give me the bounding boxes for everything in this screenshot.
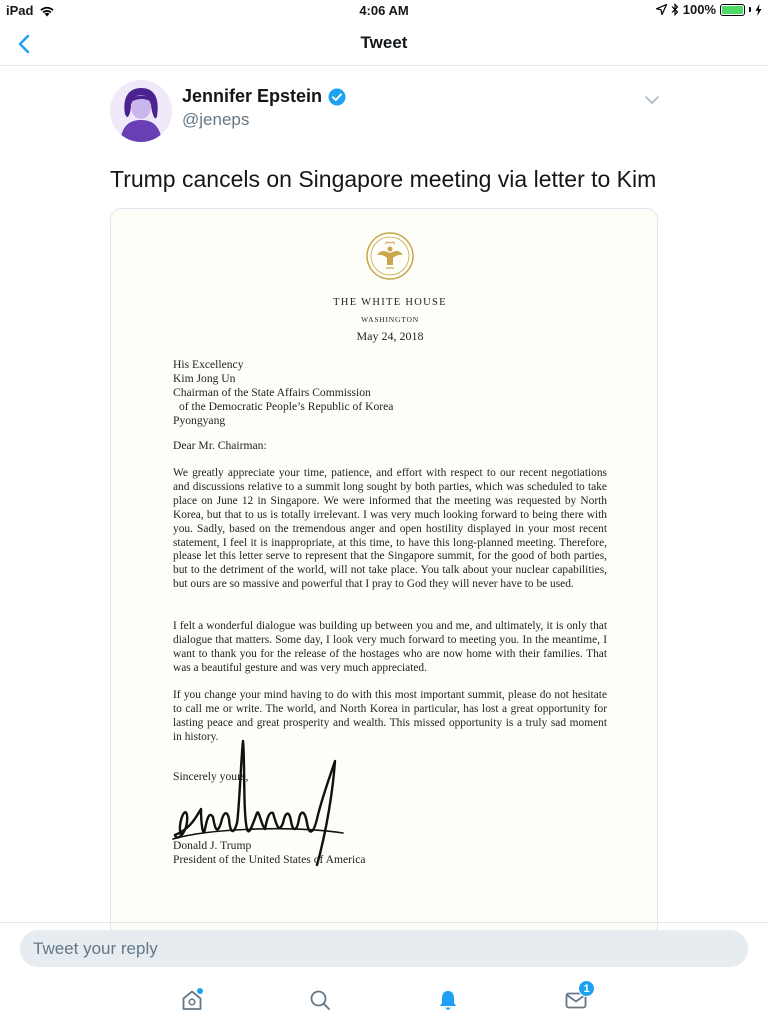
address-line: His Excellency (173, 358, 244, 371)
tab-messages[interactable] (561, 982, 591, 1015)
avatar[interactable] (110, 80, 172, 142)
letter-salutation: Dear Mr. Chairman: (173, 439, 267, 452)
author-name[interactable] (182, 86, 346, 107)
location-arrow-icon (656, 4, 667, 15)
address-line: Pyongyang (173, 414, 226, 427)
status-right (656, 2, 762, 17)
tab-notifications[interactable] (433, 985, 463, 1015)
letter-paragraph: I felt a wonderful dialogue was building up between you and me, and ultimately, it is only that dialogue that matters. Some day, I look very much forward to meeting you. In the meantime, I want to thank you for the release of the hostages who are now home with their families. That was a beautiful gesture and was very much appreciated. (173, 620, 607, 674)
chevron-down-icon (642, 90, 662, 110)
verified-badge-icon (328, 88, 346, 106)
letterhead-title: THE WHITE HOUSE (333, 297, 447, 308)
address-line: of the Democratic People’s Republic of Korea (179, 400, 394, 413)
signer-title: President of the United States of America (173, 853, 366, 866)
tweet-options-button[interactable] (642, 90, 662, 110)
letter-date: May 24, 2018 (356, 329, 424, 343)
navigation-bar (0, 22, 768, 66)
letter-paragraph: We greatly appreciate your time, patience, and effort with respect to our recent negotiations and discussions relative to a summit long sought by both parties, which was scheduled to take place on June 12 in Singapore. We were informed that the meeting was requested by North Korea, but that to us is totally irrelevant. I was very much looking forward to being there with you. Sadly, based on the tremendous anger and open hostility displayed in your most recent statement, I feel it is inappropriate, at this time, to have this long-planned meeting. Therefore, please let this letter serve to represent that the Singapore summit, for the good of both parties, but to the detriment of the world, will not take place. You talk about your nuclear capabilities, but ours are so massive and powerful that I pray to God they will never have to be used. (173, 467, 607, 591)
tab-search[interactable] (305, 985, 335, 1015)
status-time: 4:06 AM (359, 3, 409, 18)
author-name-text: Jennifer Epstein (182, 86, 323, 106)
charging-bolt-icon (755, 4, 762, 16)
messages-badge: 1 (578, 980, 595, 997)
page-title: Tweet (360, 33, 408, 52)
bluetooth-icon (671, 3, 679, 16)
tweet-text: Trump cancels on Singapore meeting via letter to Kim (110, 166, 657, 192)
tab-home[interactable] (177, 985, 207, 1015)
recipient-address (173, 358, 393, 428)
search-icon (308, 988, 332, 1012)
address-line: Chairman of the State Affairs Commission (173, 386, 371, 399)
presidential-seal-icon (365, 231, 415, 281)
reply-divider (0, 922, 768, 923)
reply-input[interactable] (20, 930, 748, 967)
signer-block (173, 839, 366, 867)
bell-icon (436, 988, 460, 1012)
battery-tip (749, 7, 751, 12)
status-bar (0, 0, 768, 22)
tab-bar (0, 975, 768, 1024)
battery-percent: 100% (682, 2, 716, 17)
letterhead-subtitle: WASHINGTON (361, 315, 419, 324)
signer-name: Donald J. Trump (173, 839, 252, 852)
letter-paragraph: If you change your mind having to do with this most important summit, please do not hesitate to call me or write. The world, and North Korea in particular, has lost a great opportunity for lasting peace and great prosperity and wealth. This missed opportunity is a truly sad moment in history. (173, 689, 607, 743)
battery-icon (720, 4, 745, 16)
home-new-indicator (197, 988, 203, 994)
letter-closing: Sincerely yours, (173, 770, 249, 783)
letter-document (111, 209, 658, 938)
battery-level (722, 6, 743, 14)
tweet-media-image[interactable] (110, 208, 658, 938)
avatar-image (110, 80, 172, 142)
address-line: Kim Jong Un (173, 372, 236, 385)
device-label: iPad (6, 3, 34, 18)
author-handle: @jeneps (182, 110, 250, 129)
